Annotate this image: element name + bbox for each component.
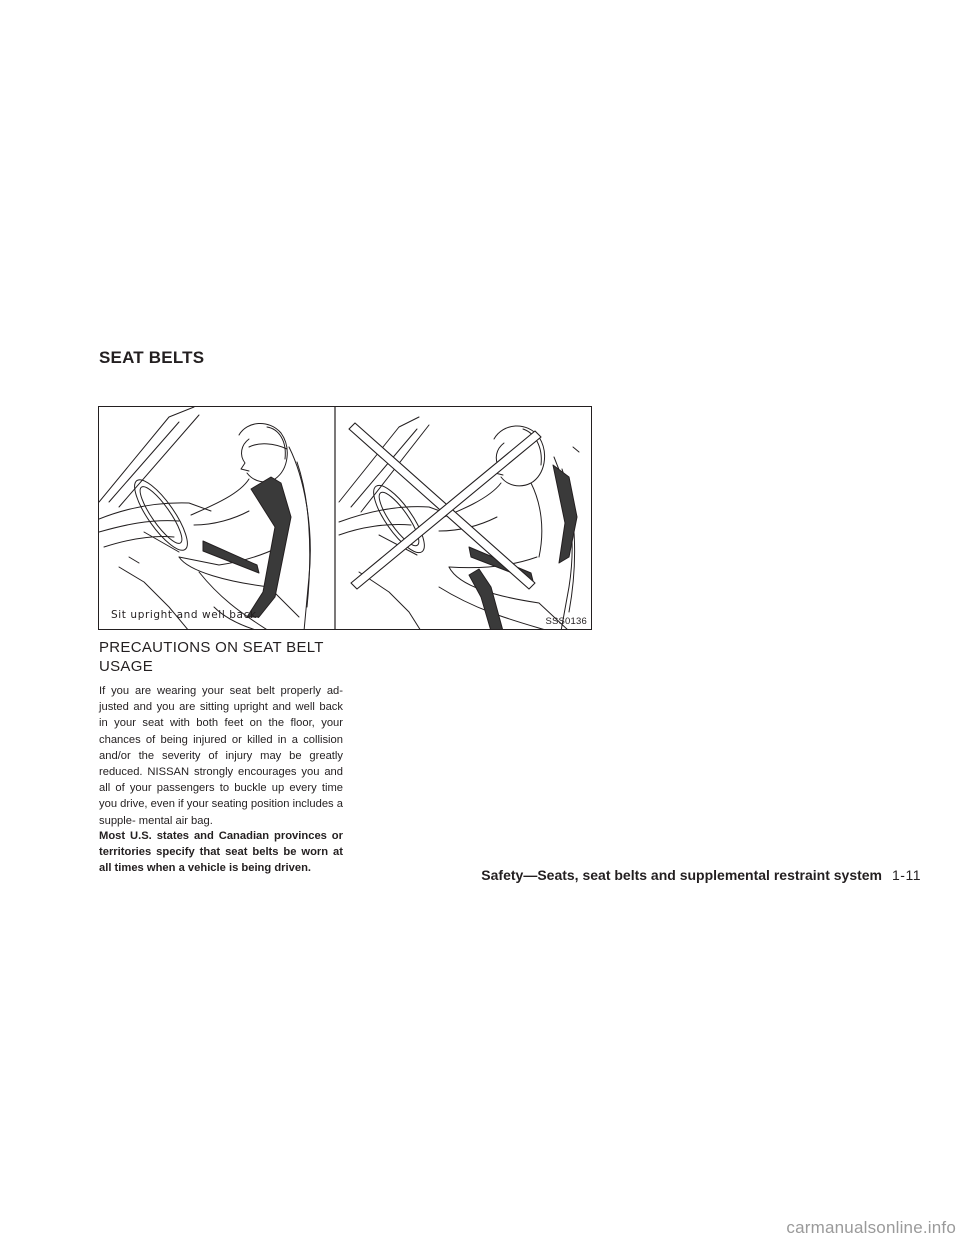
precautions-heading: [99, 638, 359, 676]
footer-chapter-title: Safety—Seats, seat belts and supplemental restraint system: [481, 867, 883, 883]
watermark: carmanualsonline.info: [786, 1218, 956, 1237]
seat-belt-illustration: [98, 406, 592, 630]
paragraph-seat-belt-benefits: If you are wearing your seat belt properly ad- justed and you are sitting upright and well back in your seat with both feet on the floor, your chances of being injured or killed in a collision and/or the severity of injury may be greatly reduced. NISSAN strongly encourages you and all of your passengers to buckle up every time you drive, even if your seating position includes a supple- mental air bag.: [99, 685, 343, 827]
section-title: SEAT BELTS: [99, 348, 205, 367]
figure-caption: Sit upright and well back.: [111, 609, 261, 621]
heading-line-1: PRECAUTIONS ON SEAT BELT: [99, 639, 324, 656]
paragraph-seat-belt-laws: Most U.S. states and Canadian provinces or territories specify that seat belts be worn at all times when a vehicle is being driven.: [99, 830, 343, 875]
figure-code: SSS0136: [545, 616, 587, 627]
heading-line-2: USAGE: [99, 658, 154, 675]
seat-belt-drawing: [99, 407, 592, 630]
page-footer: [481, 867, 921, 883]
page-number: 1-11: [892, 867, 921, 883]
